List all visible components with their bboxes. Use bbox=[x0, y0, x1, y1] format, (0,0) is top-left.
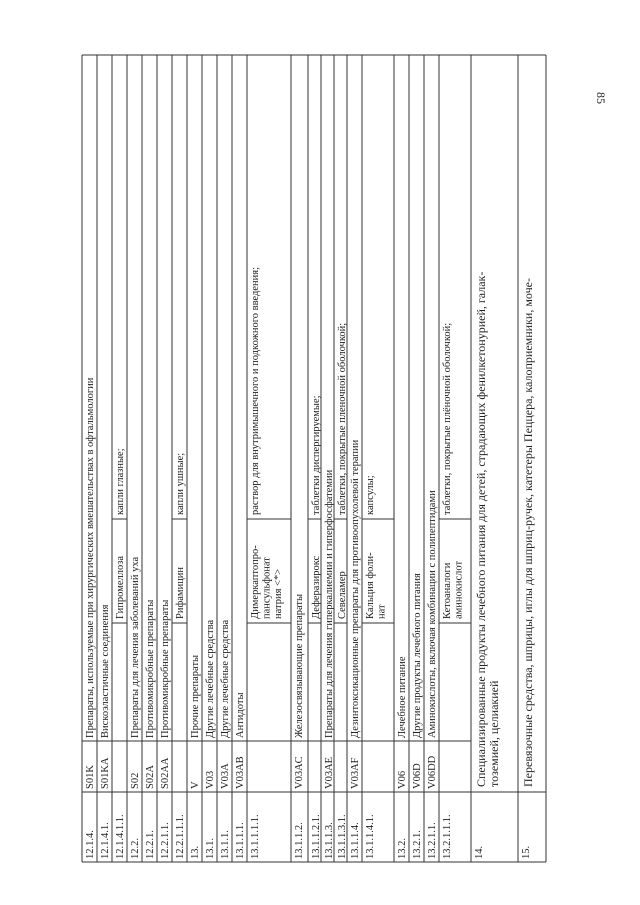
group-name: Другие лечебные средства bbox=[220, 619, 231, 738]
table-row bbox=[250, 267, 284, 859]
group-name: Железосвязывающие препараты bbox=[294, 593, 305, 738]
drug-name: Рифамицин bbox=[175, 566, 186, 619]
atc-code: V03A bbox=[220, 763, 231, 789]
row-number: 12.2.1.1.1. bbox=[175, 814, 186, 859]
row-number: 13.1.1.1. bbox=[235, 822, 246, 859]
dosage-form: раствор для внутримышечного и подкожного введения; bbox=[250, 267, 261, 515]
drug-name: Гипромеллоза bbox=[115, 555, 126, 619]
atc-code: V03AB bbox=[235, 756, 246, 789]
table-row bbox=[294, 594, 305, 859]
group-name: Лечебное питание bbox=[397, 656, 408, 738]
group-name: Антидоты bbox=[235, 692, 246, 738]
atc-code: V06D bbox=[412, 763, 423, 789]
table-row bbox=[474, 272, 501, 859]
group-name: Аминокислоты, включая комбинации с полипептидами bbox=[427, 490, 438, 738]
row-number: 13.1. bbox=[205, 838, 216, 859]
group-name: Противомикробные препараты bbox=[145, 599, 156, 738]
atc-code: S01KA bbox=[100, 757, 111, 789]
dosage-form: таблетки, покрытые плёночной оболочкой; bbox=[442, 322, 453, 515]
table-row bbox=[175, 453, 186, 859]
row-number: 12.1.4.1. bbox=[100, 822, 111, 859]
drug-name: Кетоаналогиаминокислот bbox=[442, 560, 465, 619]
drug-name: Кальция фоли-нат bbox=[365, 552, 388, 619]
row-number: 13. bbox=[190, 845, 201, 859]
table-row bbox=[160, 600, 171, 859]
atc-code: S02A bbox=[145, 765, 156, 789]
atc-code: V03AF bbox=[350, 757, 361, 789]
table-row bbox=[412, 573, 423, 859]
group-name: Дезинтоксикационные препараты для противоопухолевой терапии bbox=[350, 439, 361, 738]
group-name: Другие продукты лечебного питания bbox=[412, 573, 423, 738]
table-row bbox=[365, 475, 388, 859]
row-number: 13.1.1.3. bbox=[324, 822, 335, 859]
group-name: Противомикробные препараты bbox=[160, 599, 171, 738]
atc-code: V bbox=[190, 781, 201, 789]
atc-code: V06 bbox=[397, 770, 408, 789]
table-row bbox=[442, 323, 465, 859]
drug-list-table bbox=[82, 55, 546, 862]
atc-code: S02 bbox=[130, 772, 141, 789]
atc-code: V03AE bbox=[324, 756, 335, 789]
dosage-form: таблетки, покрытые пленочной оболочкой; bbox=[337, 322, 348, 515]
row-span-title: Специализированные продукты лечебного питания для детей, страдающих фенилкетонурией, галак-тоземией, целиакией bbox=[474, 271, 501, 787]
drug-name: Димеркаптопро-пансульфонатнатрия <*> bbox=[250, 545, 284, 619]
atc-code: V03AC bbox=[294, 756, 305, 789]
drug-name: Севеламер bbox=[337, 571, 348, 619]
row-span-title: Перевязочные средства, шприцы, иглы для шприц-ручек, катетеры Пеццера, калоприемники, моче- bbox=[521, 278, 535, 787]
row-number: 13.1.1.2.1. bbox=[311, 814, 322, 859]
table-row bbox=[350, 439, 361, 859]
row-number: 13.1.1.2. bbox=[294, 822, 305, 859]
table-row bbox=[521, 278, 535, 859]
row-number: 13.2.1.1.1. bbox=[442, 814, 453, 859]
dosage-form: капли ушные; bbox=[175, 452, 186, 515]
table-row bbox=[100, 604, 111, 859]
row-number: 13.1.1.4.1. bbox=[365, 814, 376, 859]
group-name: Вискоэластичные соединения bbox=[100, 604, 111, 738]
row-number: 15. bbox=[521, 845, 532, 859]
row-number: 13.2.1. bbox=[412, 830, 423, 859]
drug-name: Деферазирокс bbox=[311, 555, 322, 619]
table-row bbox=[235, 692, 246, 859]
row-number: 12.1.4.1.1. bbox=[115, 814, 126, 859]
table-row bbox=[220, 620, 231, 859]
group-name: Препараты, используемые при хирургических вмешательствах в офтальмологии bbox=[85, 377, 96, 738]
table-row bbox=[130, 557, 141, 859]
group-name: Препараты для лечения заболеваний уха bbox=[130, 556, 141, 738]
row-number: 13.1.1.1.1. bbox=[250, 814, 261, 859]
atc-code: V06DD bbox=[427, 755, 438, 789]
row-number: 12.2.1.1. bbox=[160, 822, 171, 859]
table-row bbox=[115, 448, 126, 859]
table-row bbox=[311, 395, 322, 859]
row-number: 13.2. bbox=[397, 838, 408, 859]
table-row bbox=[205, 620, 216, 859]
group-name: Прочие препараты bbox=[190, 654, 201, 738]
dosage-form: капсулы; bbox=[365, 475, 376, 515]
row-number: 13.1.1.4. bbox=[350, 822, 361, 859]
row-number: 13.1.1.3.1. bbox=[337, 814, 348, 859]
dosage-form: капли глазные; bbox=[115, 448, 126, 515]
table-row bbox=[324, 469, 335, 859]
atc-code: S01K bbox=[85, 765, 96, 789]
atc-code: V03 bbox=[205, 770, 216, 789]
table-row bbox=[337, 323, 348, 859]
atc-code: S02AA bbox=[160, 757, 171, 789]
row-number: 13.1.1. bbox=[220, 830, 231, 859]
dosage-form: таблетки диспергируемые; bbox=[311, 395, 322, 515]
row-number: 12.2.1. bbox=[145, 830, 156, 859]
table-row bbox=[145, 600, 156, 859]
table-row bbox=[85, 377, 96, 859]
row-number: 12.1.4. bbox=[85, 830, 96, 859]
table-row bbox=[190, 655, 201, 859]
table-row bbox=[427, 490, 438, 859]
group-name: Препараты для лечения гиперкалиемии и гиперфосфатемии bbox=[324, 469, 335, 738]
row-number: 13.2.1.1. bbox=[427, 822, 438, 859]
row-number: 12.2. bbox=[130, 838, 141, 859]
page-number: 85 bbox=[594, 92, 608, 104]
row-number: 14. bbox=[474, 845, 485, 859]
group-name: Другие лечебные средства bbox=[205, 619, 216, 738]
table-row bbox=[397, 656, 408, 859]
